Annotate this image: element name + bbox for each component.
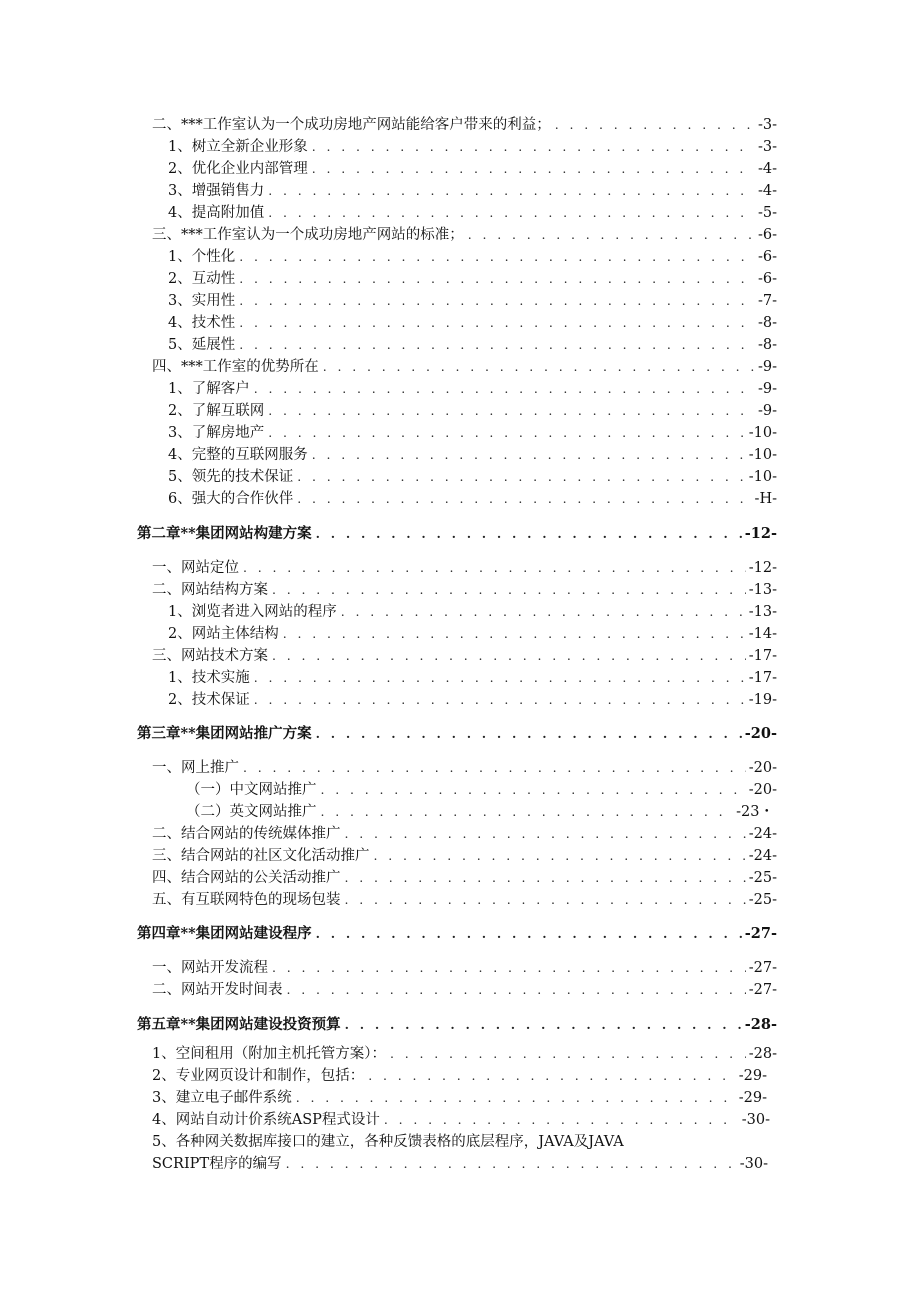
dot-leader [555,114,755,136]
toc-entry-title: 2、了解互联网 [168,403,265,419]
toc-chapter[interactable] [137,1014,777,1036]
toc-entry-title: 二、网站结构方案 [152,582,268,598]
toc-page-number: -4- [757,161,777,177]
dot-leader [272,645,746,667]
toc-entry-title: 5、各种网关数据库接口的建立，各种反馈表格的底层程序，JAVA及JAVA [152,1134,624,1150]
dot-leader [283,623,746,645]
toc-entry-title: 3、建立电子邮件系统 [152,1090,292,1106]
toc-chapter[interactable] [137,523,777,545]
toc-entry-title: 4、技术性 [168,315,236,331]
dot-leader [272,579,746,601]
toc-page-number: -10- [748,425,777,441]
toc-entry[interactable] [152,845,777,867]
toc-entry-title: 2、网站主体结构 [168,626,279,642]
toc-entry-title: （二）英文网站推广 [186,804,317,820]
toc-page-number: -25- [748,892,777,908]
toc-entry-title: 1、空间租用（附加主机托管方案）： [152,1046,386,1062]
toc-entry-title: 3、增强销售力 [168,183,265,199]
toc-entry[interactable] [152,1153,768,1175]
dot-leader [297,488,751,510]
toc-entry-title: 6、强大的合作伙伴 [168,491,294,507]
toc-entry[interactable] [168,488,777,510]
toc-entry[interactable] [168,623,777,645]
dot-leader [345,867,746,889]
toc-entry-title: 一、网站定位 [152,560,239,576]
toc-entry-title: 2、优化企业内部管理 [168,161,308,177]
toc-entry[interactable] [152,645,777,667]
toc-entry-title: 二、***工作室认为一个成功房地产网站能给客户带来的利益； [152,117,551,133]
toc-page-number: -4- [757,183,777,199]
dot-leader [323,356,755,378]
toc-page-number: -19- [748,692,777,708]
toc-entry[interactable] [168,601,777,623]
dot-leader [272,957,746,979]
toc-entry-title: 5、领先的技术保证 [168,469,294,485]
toc-page-number: -H- [754,491,777,507]
toc-page-number: -25- [748,870,777,886]
dot-leader [268,202,755,224]
toc-page-number: -6- [757,271,777,287]
toc-entry[interactable] [186,801,774,823]
dot-leader [254,667,746,689]
dot-leader [268,400,755,422]
toc-entry-title: 三、结合网站的社区文化活动推广 [152,848,370,864]
toc-page-number: -17- [748,648,777,664]
toc-page-number: -28- [748,1046,777,1062]
dot-leader [286,1153,737,1175]
dot-leader [321,801,734,823]
toc-page-number: -13- [748,604,777,620]
toc-entry[interactable] [168,268,777,290]
toc-entry[interactable] [152,867,777,889]
dot-leader [345,823,746,845]
toc-entry-title: SCRIPT程序的编写 [152,1156,282,1172]
dot-leader [384,1109,739,1131]
toc-entry-title: 2、专业网页设计和制作，包括： [152,1068,365,1084]
dot-leader [239,290,755,312]
toc-entry-title: 4、网站自动计价系统ASP程式设计 [152,1112,380,1128]
dot-leader [268,180,755,202]
toc-page-number: -30- [741,1112,770,1128]
toc-entry[interactable] [152,979,777,1001]
toc-entry[interactable] [168,378,777,400]
dot-leader [316,923,742,945]
toc-entry[interactable] [152,957,777,979]
dot-leader [374,845,746,867]
toc-entry[interactable] [152,1043,777,1065]
toc-entry-title: 5、延展性 [168,337,236,353]
toc-page-number: -9- [757,403,777,419]
dot-leader [312,158,755,180]
toc-entry-title: 3、了解房地产 [168,425,265,441]
dot-leader [268,422,746,444]
toc-entry-title: 2、技术保证 [168,692,250,708]
toc-page-number: -14- [748,626,777,642]
toc-page-number: -13- [748,582,777,598]
toc-entry-title: 1、树立全新企业形象 [168,139,308,155]
toc-entry[interactable] [152,1131,777,1153]
dot-leader [239,312,755,334]
toc-entry-title: 二、网站开发时间表 [152,982,283,998]
dot-leader [345,1014,742,1036]
toc-entry-title: 第四章**集团网站建设程序 [137,925,312,942]
toc-entry-title: 一、网上推广 [152,760,239,776]
toc-entry[interactable] [152,114,777,136]
toc-page-number: -28- [744,1016,777,1033]
toc-entry-title: 四、***工作室的优势所在 [152,359,319,375]
toc-chapter[interactable] [137,723,777,745]
dot-leader [321,779,746,801]
toc-page-number: -24- [748,848,777,864]
dot-leader [316,723,742,745]
dot-leader [341,601,746,623]
dot-leader [243,557,746,579]
toc-page-number: -29- [738,1090,767,1106]
toc-entry-title: 四、结合网站的公关活动推广 [152,870,341,886]
toc-page-number: -27- [748,982,777,998]
toc-entry[interactable] [168,334,777,356]
toc-entry[interactable] [152,889,777,911]
toc-page-number: -17- [748,670,777,686]
toc-entry[interactable] [168,422,777,444]
dot-leader [312,444,746,466]
toc-entry[interactable] [152,823,777,845]
dot-leader [239,334,755,356]
toc-entry-title: 3、实用性 [168,293,236,309]
toc-entry-title: 二、结合网站的传统媒体推广 [152,826,341,842]
toc-entry[interactable] [152,757,777,779]
toc-entry[interactable] [168,290,777,312]
toc-entry[interactable] [168,136,777,158]
toc-entry-title: 第三章**集团网站推广方案 [137,725,312,742]
toc-entry[interactable] [152,557,777,579]
toc-entry-title: 1、技术实施 [168,670,250,686]
toc-page-number: -20- [748,760,777,776]
toc-entry[interactable] [168,444,777,466]
toc-page-number: -24- [748,826,777,842]
toc-entry-title: 三、网站技术方案 [152,648,268,664]
toc-entry[interactable] [152,1065,767,1087]
toc-entry[interactable] [152,356,777,378]
toc-page-number: -8- [757,337,777,353]
toc-entry[interactable] [186,779,777,801]
toc-entry[interactable] [168,466,777,488]
dot-leader [287,979,746,1001]
dot-leader [254,378,755,400]
toc-page-number: -20- [748,782,777,798]
toc-entry-title: 三、***工作室认为一个成功房地产网站的标准； [152,227,464,243]
toc-entry-title: 1、了解客户 [168,381,250,397]
toc-entry[interactable] [168,400,777,422]
toc-page-number: -12- [748,560,777,576]
toc-entry[interactable] [168,246,777,268]
dot-leader [468,224,755,246]
toc-entry[interactable] [152,579,777,601]
toc-entry-title: 一、网站开发流程 [152,960,268,976]
toc-page-number: -30- [739,1156,768,1172]
toc-entry[interactable] [168,689,777,711]
toc-entry-title: 五、有互联网特色的现场包装 [152,892,341,908]
dot-leader [254,689,746,711]
toc-page-number: -6- [757,227,777,243]
toc-page-number: -10- [748,469,777,485]
toc-entry[interactable] [168,667,777,689]
dot-leader [239,246,755,268]
toc-entry[interactable] [168,202,777,224]
toc-entry-title: 第二章**集团网站构建方案 [137,525,312,542]
toc-page-number: -8- [757,315,777,331]
toc-entry-title: 4、提高附加值 [168,205,265,221]
toc-page-number: -6- [757,249,777,265]
toc-entry-title: （一）中文网站推广 [186,782,317,798]
dot-leader [239,268,755,290]
toc-page-number: -29- [738,1068,767,1084]
dot-leader [368,1065,736,1087]
dot-leader [296,1087,736,1109]
toc-page-number: -27- [748,960,777,976]
toc-page-number: -23・ [736,804,774,820]
dot-leader [316,523,742,545]
dot-leader [345,889,746,911]
toc-page-number: -9- [757,359,777,375]
toc-page-number: -10- [748,447,777,463]
toc-entry[interactable] [168,180,777,202]
toc-page-number: -12- [744,525,777,542]
dot-leader [297,466,746,488]
toc-entry[interactable] [168,312,777,334]
toc-page-number: -27- [744,925,777,942]
toc-page-number: -20- [744,725,777,742]
toc-page-number: -9- [757,381,777,397]
toc-page-number: -3- [757,117,777,133]
toc-chapter[interactable] [137,923,777,945]
toc-entry-title: 2、互动性 [168,271,236,287]
toc-entry-title: 第五章**集团网站建设投资预算 [137,1016,341,1033]
toc-entry[interactable] [152,1109,770,1131]
toc-entry-title: 1、个性化 [168,249,236,265]
toc-entry[interactable] [168,158,777,180]
dot-leader [390,1043,746,1065]
toc-page-number: -5- [757,205,777,221]
dot-leader [312,136,755,158]
dot-leader [243,757,746,779]
toc-entry-title: 4、完整的互联网服务 [168,447,308,463]
toc-page-number: -3- [757,139,777,155]
toc-entry-title: 1、浏览者进入网站的程序 [168,604,337,620]
toc-entry[interactable] [152,1087,767,1109]
toc-page-number: -7- [757,293,777,309]
toc-entry[interactable] [152,224,777,246]
